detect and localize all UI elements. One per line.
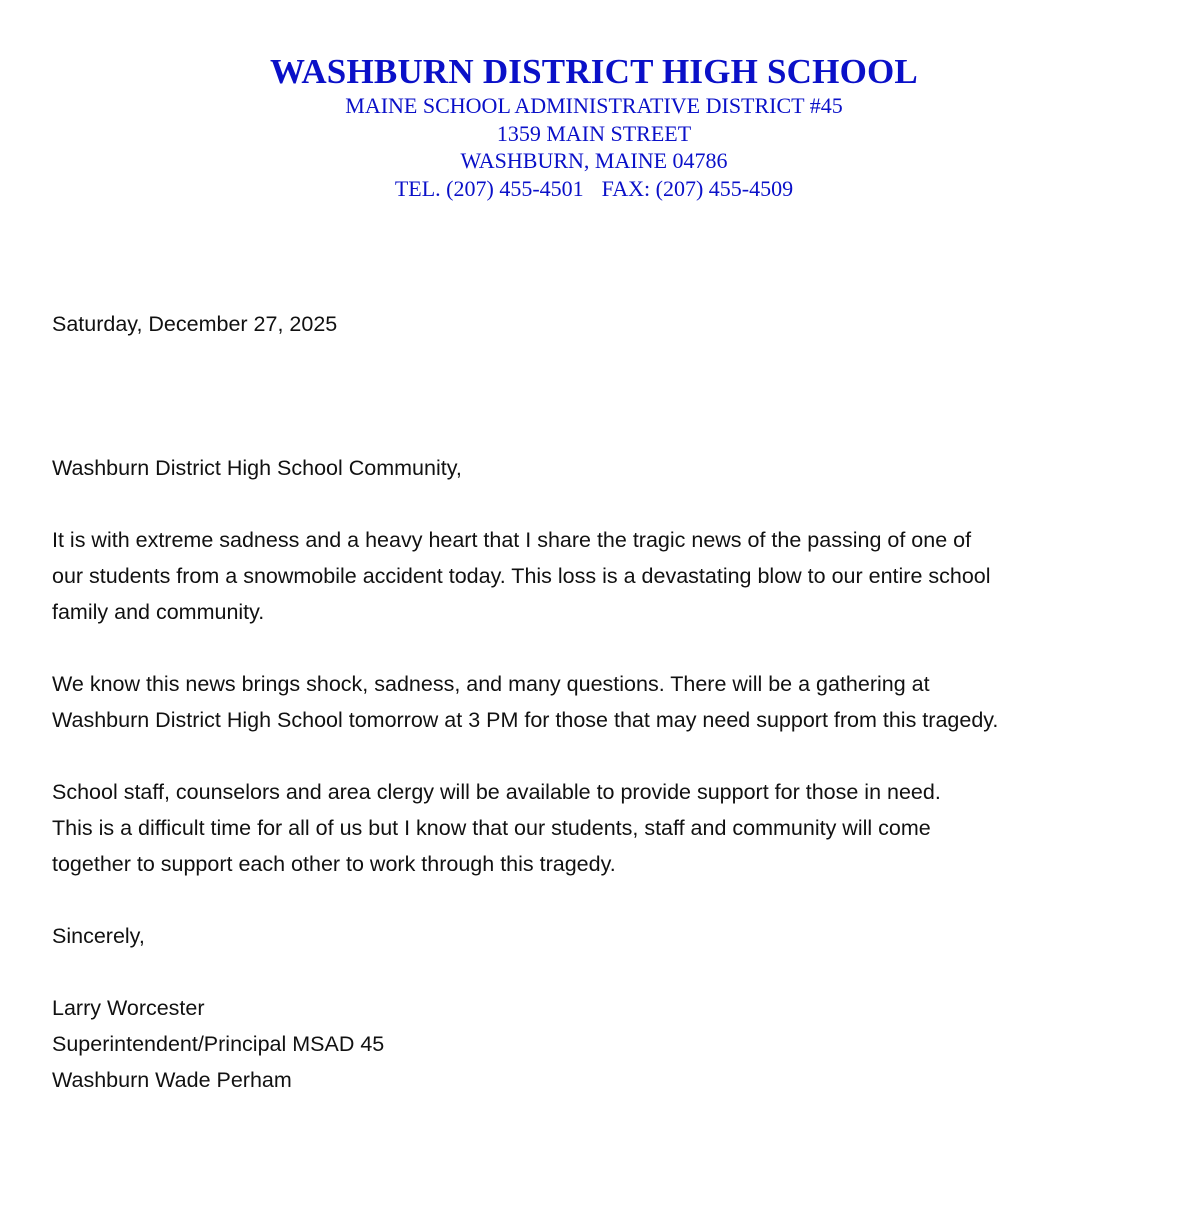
salutation-text: Washburn District High School Community, [52,456,462,480]
closing-text: Sincerely, [52,924,145,948]
city-state-zip: WASHBURN, MAINE 04786 [460,148,728,173]
letterhead [0,52,1188,202]
fax-number: FAX: (207) 455-4509 [601,175,794,201]
telephone-number: TEL. (207) 455-4501 [394,175,584,201]
signer-name: Larry Worcester [52,996,205,1020]
paragraph-gathering [52,666,1162,738]
signer-schools: Washburn Wade Perham [52,1068,292,1092]
paragraph-line: We know this news brings shock, sadness, and many questions. There will be a gathering at [52,672,930,696]
letter-date [52,306,1162,342]
paragraph-line: family and community. [52,600,265,624]
paragraph-line: School staff, counselors and area clergy will be available to provide support for those in need. [52,780,941,804]
signature-block [52,990,1162,1098]
school-name: WASHBURN DISTRICT HIGH SCHOOL [270,52,918,91]
paragraph-line: together to support each other to work through this tragedy. [52,852,616,876]
paragraph-announcement [52,522,1162,630]
paragraph-support [52,774,1162,882]
contact-line [0,175,1188,203]
signer-title: Superintendent/Principal MSAD 45 [52,1032,385,1056]
paragraph-line: our students from a snowmobile accident today. This loss is a devastating blow to our entire school [52,564,991,588]
paragraph-line: It is with extreme sadness and a heavy heart that I share the tragic news of the passing of one of [52,528,972,552]
letter-closing [52,918,1162,954]
date-text: Saturday, December 27, 2025 [52,312,338,336]
district-name: MAINE SCHOOL ADMINISTRATIVE DISTRICT #45 [345,93,843,118]
paragraph-line: Washburn District High School tomorrow at 3 PM for those that may need support from this tragedy. [52,708,999,732]
paragraph-line: This is a difficult time for all of us but I know that our students, staff and community will come [52,816,931,840]
street-address: 1359 MAIN STREET [496,120,692,146]
letter-salutation [52,450,1162,486]
